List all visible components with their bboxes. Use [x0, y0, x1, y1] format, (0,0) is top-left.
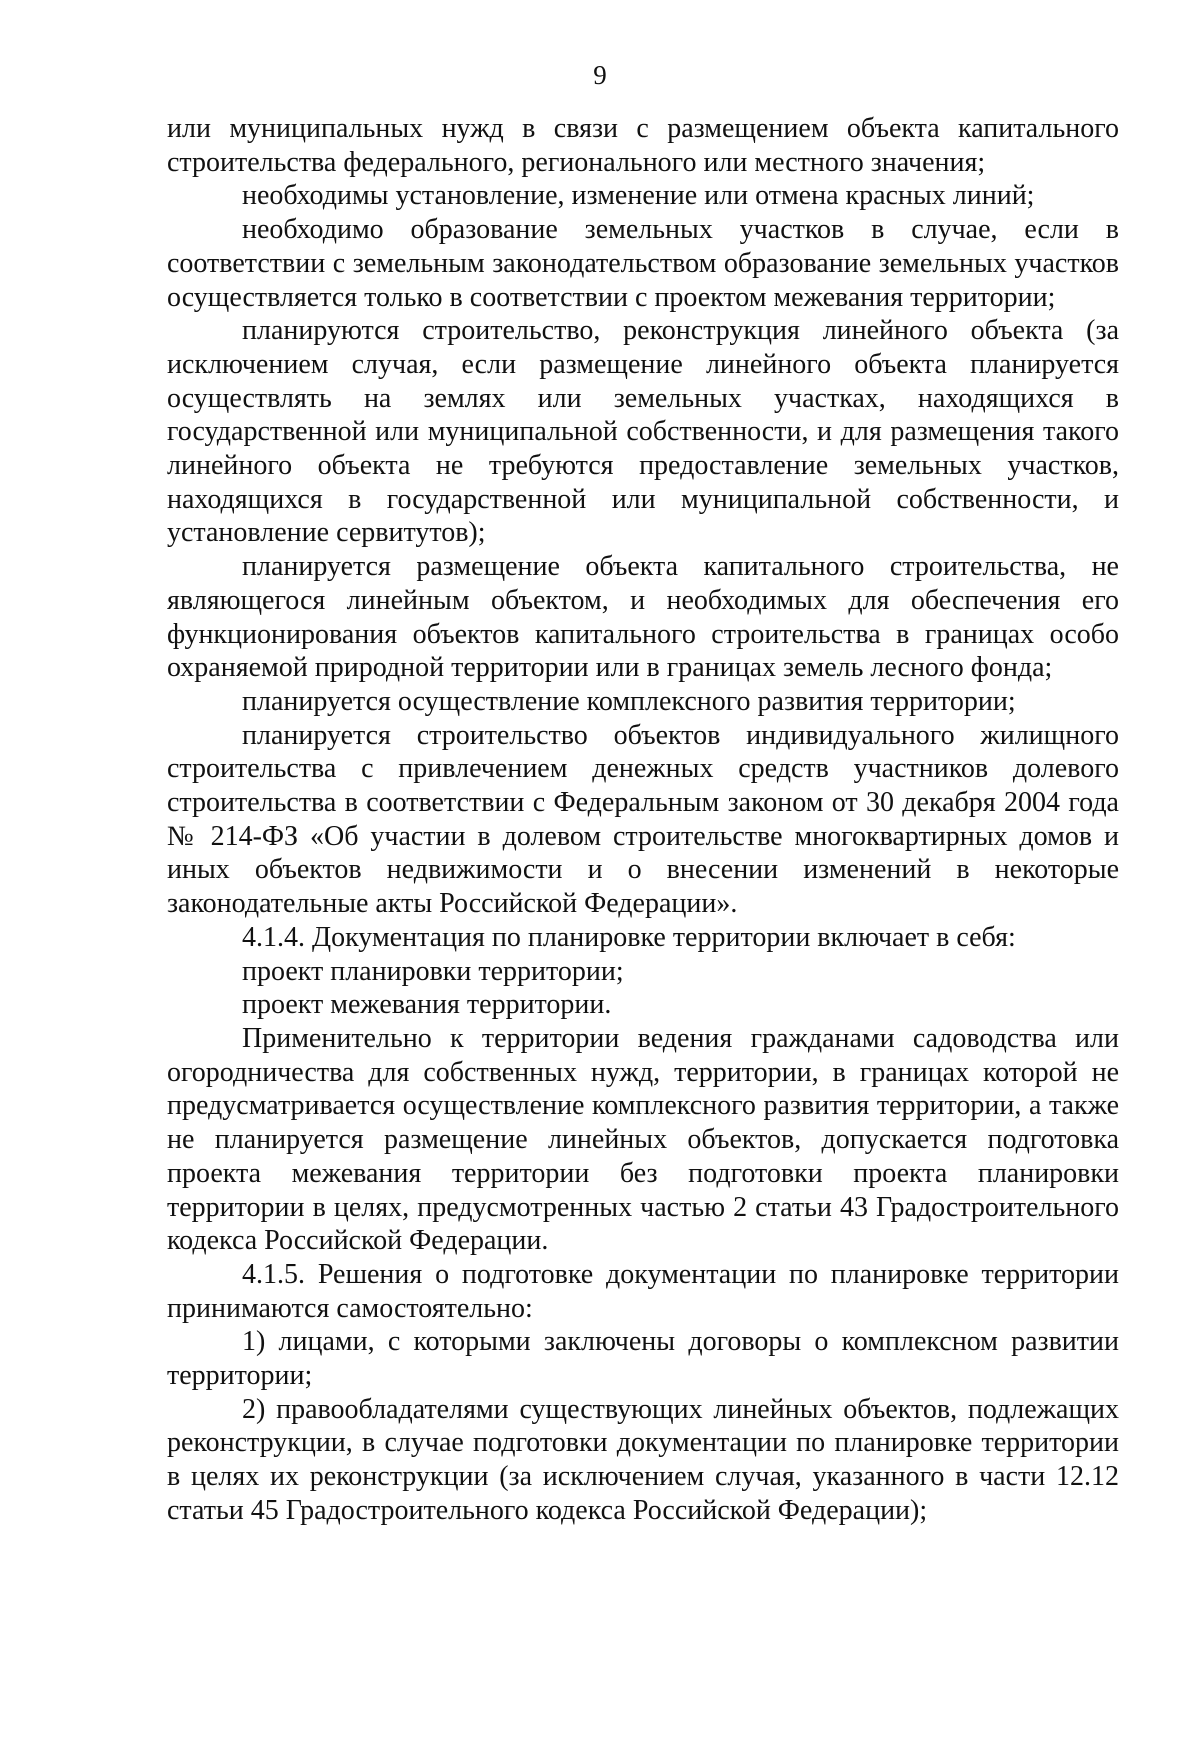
paragraph: необходимы установление, изменение или отмена красных линий; [242, 180, 1035, 212]
paragraph: необходимо образование земельных участков в случае, если в соответствии с земельным законодательством образование земельных участков осуществляется только в соответствии с проектом межевания территории; [167, 214, 1119, 313]
paragraph: планируется строительство объектов индивидуального жилищного строительства с привлечением денежных средств участников долевого строительства в соответствии с Федеральным законом от 30 декабря 2004 года № 214-ФЗ «Об участии в долевом строительстве многоквартирных домов и иных объектов недвижимости и о внесении изменений в некоторые законодательные акты Российской Федерации». [167, 719, 1119, 920]
page-number: 9 [593, 60, 607, 90]
paragraph: Применительно к территории ведения гражданами садоводства или огородничества для собственных нужд, территории, в границах которой не предусматривается осуществление комплексного развития территории, а также не планируется размещение линейных объектов, допускается подготовка проекта межевания территории без подготовки проекта планировки территории в целях, предусмотренных частью 2 статьи 43 Градостроительного кодекса Российской Федерации. [167, 1022, 1119, 1257]
paragraph: 1) лицами, с которыми заключены договоры о комплексном развитии территории; [167, 1326, 1119, 1392]
paragraph: проект планировки территории; [242, 955, 624, 987]
paragraph: проект межевания территории. [242, 989, 612, 1021]
paragraph: планируется размещение объекта капитального строительства, не являющегося линейным объектом, и необходимых для обеспечения его функционирования объектов капитального строительства в границах особо охраняемой природной территории или в границах земель лесного фонда; [167, 551, 1119, 684]
paragraph: планируются строительство, реконструкция линейного объекта (за исключением случая, если размещение линейного объекта планируется осуществлять на землях или земельных участках, находящихся в государственной или муниципальной собственности, и для размещения такого линейного объекта не требуются предоставление земельных участков, находящихся в государственной или муниципальной собственности, и установление сервитутов); [167, 315, 1119, 549]
paragraph: или муниципальных нужд в связи с размещением объекта капитального строительства федерального, регионального или местного значения; [167, 113, 1119, 178]
document-body [167, 112, 1119, 1528]
paragraph: 4.1.4. Документация по планировке территории включает в себя: [242, 921, 1016, 953]
paragraph: планируется осуществление комплексного развития территории; [242, 685, 1016, 717]
paragraph: 4.1.5. Решения о подготовке документации по планировке территории принимаются самостоятельно: [167, 1258, 1119, 1324]
paragraph: 2) правообладателями существующих линейных объектов, подлежащих реконструкции, в случае подготовки документации по планировке территории в целях их реконструкции (за исключением случая, указанного в части 12.12 статьи 45 Градостроительного кодекса Российской Федерации); [167, 1393, 1119, 1526]
